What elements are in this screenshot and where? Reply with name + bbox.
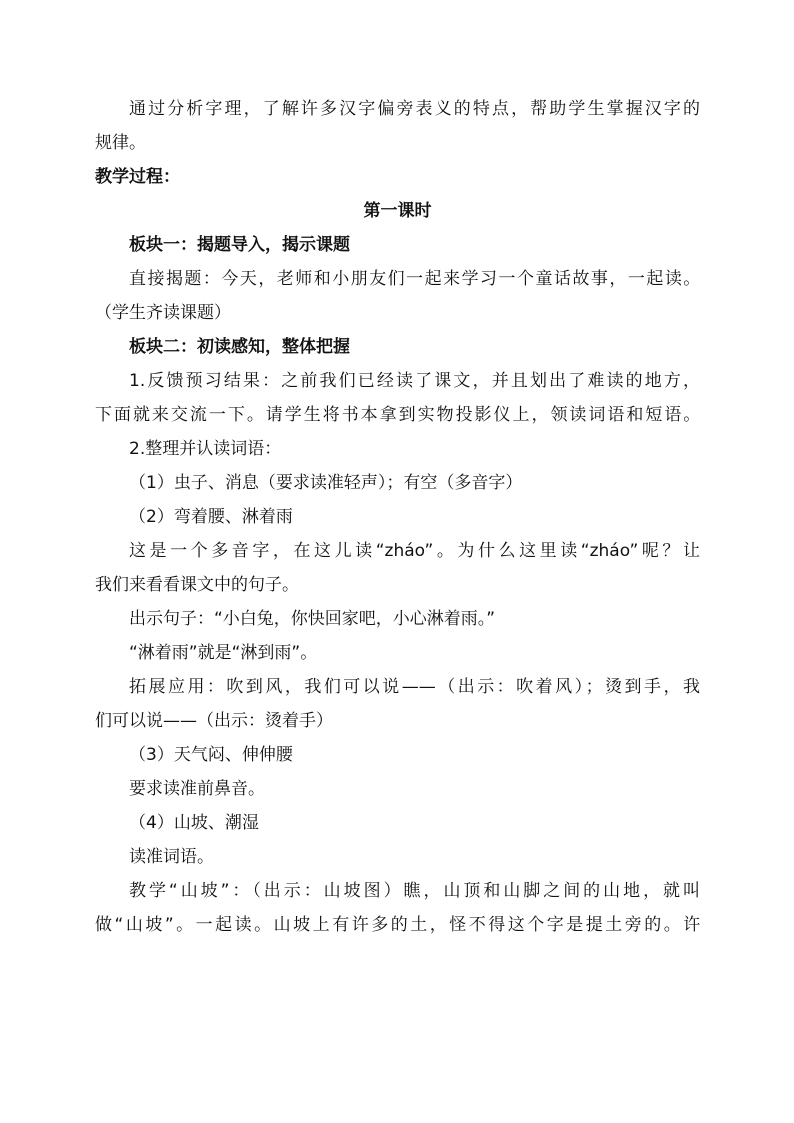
paragraph-line: 下面就来交流一下。请学生将书本拿到实物投影仪上，领读词语和短语。 bbox=[95, 405, 700, 425]
block-heading: 板块二：初读感知，整体把握 bbox=[129, 337, 350, 357]
paragraph-line: 出示句子：“小白兔，你快回家吧，小心淋着雨。” bbox=[129, 609, 496, 629]
paragraph-line: 2.整理并认读词语： bbox=[129, 439, 282, 459]
list-item: （2）弯着腰、淋着雨 bbox=[129, 507, 293, 527]
paragraph-line: 规律。 bbox=[95, 133, 146, 153]
document-page bbox=[95, 92, 700, 942]
block-heading: 板块一：揭题导入，揭示课题 bbox=[129, 235, 350, 255]
list-item: （3）天气闷、伸伸腰 bbox=[129, 745, 293, 765]
list-item: （1）虫子、消息（要求读准轻声）；有空（多音字） bbox=[129, 473, 523, 493]
paragraph-line: 1.反馈预习结果：之前我们已经读了课文，并且划出了难读的地方， bbox=[129, 371, 700, 391]
paragraph-line: 通过分析字理，了解许多汉字偏旁表义的特点，帮助学生掌握汉字的 bbox=[129, 99, 700, 119]
section-heading: 教学过程： bbox=[95, 167, 180, 187]
paragraph-line: “淋着雨”就是“淋到雨”。 bbox=[129, 643, 318, 663]
paragraph-line: 拓展应用：吹到风，我们可以说——（出示：吹着风）；烫到手，我 bbox=[129, 677, 700, 697]
paragraph-line: 们可以说——（出示：烫着手） bbox=[95, 711, 333, 731]
paragraph-line: 直接揭题：今天，老师和小朋友们一起来学习一个童话故事，一起读。 bbox=[129, 269, 700, 289]
list-item: （4）山坡、潮湿 bbox=[129, 813, 259, 833]
lesson-title: 第一课时 bbox=[363, 201, 432, 221]
paragraph-line: 读准词语。 bbox=[129, 847, 214, 867]
paragraph-line: 我们来看看课文中的句子。 bbox=[95, 575, 299, 595]
paragraph-line: 做“山坡”。一起读。山坡上有许多的土，怪不得这个字是提土旁的。许 bbox=[95, 915, 700, 935]
paragraph-line: 教学“山坡”：（出示：山坡图）瞧，山顶和山脚之间的山地，就叫 bbox=[129, 881, 700, 901]
paragraph-line: 要求读准前鼻音。 bbox=[129, 779, 265, 799]
paragraph-line: （学生齐读课题） bbox=[95, 303, 231, 323]
paragraph-line: 这是一个多音字，在这儿读“zháo”。为什么这里读“zháo”呢？让 bbox=[129, 541, 700, 561]
